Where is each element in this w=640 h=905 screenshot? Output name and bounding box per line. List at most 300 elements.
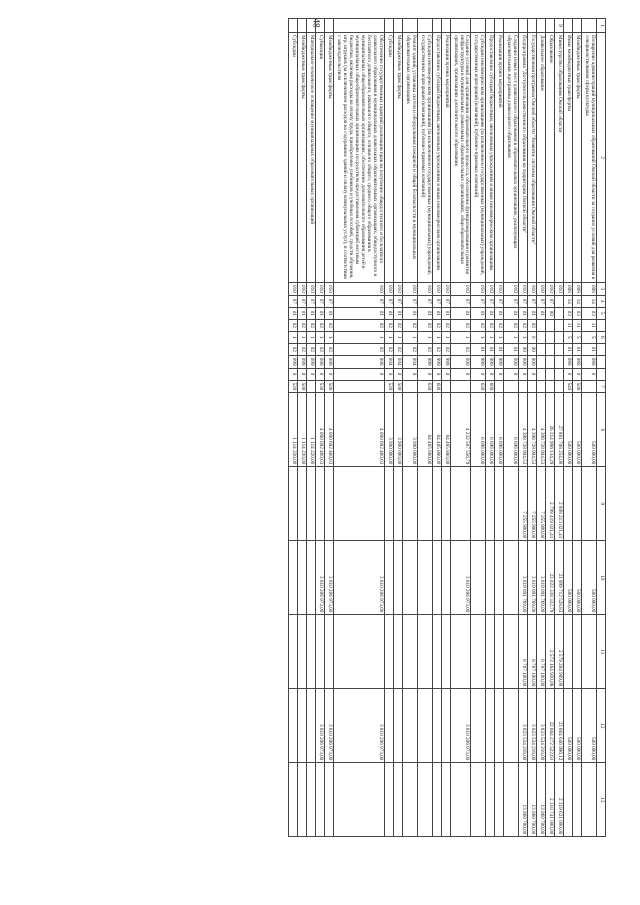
cell-s4: 999: [441, 355, 450, 368]
cell-v13: 2 310 741 000,00: [546, 763, 555, 837]
cell-v10: [384, 541, 393, 615]
cell-c4: 07: [393, 295, 402, 307]
cell-s2: 5: [582, 331, 597, 343]
cell-v12: [384, 689, 393, 763]
cell-v10: [393, 541, 402, 615]
cell-v11: [289, 615, 298, 689]
cell-c5: 01: [384, 307, 393, 319]
cell-v11: 8 707 100,00: [537, 615, 546, 689]
cell-c3: 008: [582, 283, 597, 296]
cell-v10: 3 819 091 769,00: [528, 541, 537, 615]
cell-v12: 23 664 646 996,12: [555, 689, 564, 763]
cell-c7: [402, 380, 417, 393]
cell-v8: 4 398 728 904,53: [528, 393, 537, 467]
cell-s3: 02: [298, 343, 307, 355]
cell-s2: 1: [402, 331, 417, 343]
cell-s1: 02: [334, 319, 385, 331]
cell-v9: [316, 467, 325, 541]
cell-v11: [441, 615, 450, 689]
cell-s5: 0: [307, 368, 316, 380]
cell-s5: [537, 368, 546, 380]
cell-s2: 1: [393, 331, 402, 343]
cell-c5: 01: [289, 307, 298, 319]
cell-v13: [504, 763, 519, 837]
cell-v12: 3 810 206 973,00: [325, 689, 334, 763]
cell-name: Субсидии: [289, 33, 298, 283]
cell-v12: [504, 689, 519, 763]
cell-s4: 008: [325, 355, 334, 368]
cell-n: [307, 19, 316, 33]
table-row: [528, 19, 537, 837]
cell-s1: 02: [504, 319, 519, 331]
cell-c4: 07: [325, 295, 334, 307]
table-row: [325, 19, 334, 837]
cell-v13: [298, 763, 307, 837]
cell-c7: [546, 380, 555, 393]
header-row: [597, 19, 606, 837]
cell-n: [450, 19, 471, 33]
cell-c4: 14: [582, 295, 597, 307]
cell-s4: 068: [564, 355, 573, 368]
cell-v10: 21 999 712 528,83: [555, 541, 564, 615]
cell-c5: 03: [573, 307, 582, 319]
cell-name: Поощрение администраций муниципальных образований Омской области за создание условий для развития и совершенствования сферы культуры: [582, 33, 597, 283]
cell-n: [573, 19, 582, 33]
cell-c4: 07: [537, 295, 546, 307]
cell-s5: 0: [582, 368, 597, 380]
cell-v13: [564, 763, 573, 837]
column-header: 9: [597, 467, 606, 541]
cell-n: [486, 19, 495, 33]
cell-v11: [393, 615, 402, 689]
cell-c4: 07: [546, 295, 555, 307]
cell-s1: 02: [384, 319, 393, 331]
cell-n: [504, 19, 519, 33]
cell-c7: [450, 380, 471, 393]
cell-c7: 500: [573, 380, 582, 393]
cell-c5: 01: [325, 307, 334, 319]
cell-v8: 4 080 692 460,63: [325, 393, 334, 467]
cell-v9: 2 799 419 021,41: [546, 467, 555, 541]
cell-s2: [537, 331, 546, 343]
cell-c4: 07: [289, 295, 298, 307]
table-body: [289, 19, 597, 837]
cell-v8: 6 696 000,00: [471, 393, 486, 467]
cell-name: Межбюджетные трансферты: [325, 33, 334, 283]
cell-s2: 1: [471, 331, 486, 343]
cell-v9: [504, 467, 519, 541]
cell-s4: 999: [486, 355, 495, 368]
table-row: [504, 19, 519, 837]
cell-v10: [504, 541, 519, 615]
cell-c5: 01: [393, 307, 402, 319]
cell-s1: 02: [519, 319, 528, 331]
cell-c7: 520: [289, 380, 298, 393]
cell-c5: 00: [546, 307, 555, 319]
cell-v11: [417, 615, 432, 689]
cell-s1: 02: [441, 319, 450, 331]
cell-c7: 600: [432, 380, 441, 393]
cell-c7: 630: [471, 380, 486, 393]
cell-c3: 010: [417, 283, 432, 296]
cell-c4: 07: [519, 295, 528, 307]
cell-s3: 02: [325, 343, 334, 355]
cell-v8: 500 000,00: [582, 393, 597, 467]
cell-name: Создание новых мест дошкольного образования в образовательных организациях, реализующих образовательные программы дошкольного образования: [504, 33, 519, 283]
cell-v13: [334, 763, 385, 837]
cell-s5: 0: [450, 368, 471, 380]
cell-c3: 010: [450, 283, 471, 296]
cell-v12: [432, 689, 441, 763]
cell-v12: 500 000,00: [564, 689, 573, 763]
cell-n: [528, 19, 537, 33]
cell-s3: 01: [564, 343, 573, 355]
cell-v10: 3 810 206 973,00: [316, 541, 325, 615]
cell-c5: 03: [564, 307, 573, 319]
page-number: 48: [311, 18, 322, 28]
cell-s5: [555, 368, 564, 380]
cell-s2: [546, 331, 555, 343]
cell-v13: 2 319 621 000,00: [555, 763, 564, 837]
cell-v12: 3 823 534 218,00: [528, 689, 537, 763]
cell-s4: 004: [384, 355, 393, 368]
cell-s4: 008: [316, 355, 325, 368]
cell-s2: 1: [325, 331, 334, 343]
cell-c7: [537, 380, 546, 393]
table-row: [298, 19, 307, 837]
cell-v13: [393, 763, 402, 837]
cell-v12: 22 684 272 522,61: [546, 689, 555, 763]
cell-c7: 500: [393, 380, 402, 393]
cell-c4: 07: [384, 295, 393, 307]
cell-v11: [450, 615, 471, 689]
cell-n: [564, 19, 573, 33]
cell-v8: 27 881 708 254,08: [555, 393, 564, 467]
column-header: 8: [597, 393, 606, 467]
column-header: 6: [597, 331, 606, 343]
cell-s5: 0: [316, 368, 325, 380]
cell-name: Ремонт зданий, установка систем и оборудования пожарной и общей безопасности в муниципальных образовательных организациях: [402, 33, 417, 283]
cell-s1: 02: [486, 319, 495, 331]
cell-c3: 010: [519, 283, 528, 296]
cell-c7: 500: [298, 380, 307, 393]
table-row: [564, 19, 573, 837]
table-row: [334, 19, 385, 837]
cell-v10: [417, 541, 432, 615]
cell-s3: 02: [417, 343, 432, 355]
cell-v10: [402, 541, 417, 615]
cell-s2: 1: [486, 331, 495, 343]
cell-v10: 3 810 206 973,00: [450, 541, 471, 615]
cell-v13: [307, 763, 316, 837]
cell-v11: 8 707 100,00: [528, 615, 537, 689]
cell-s2: 1: [519, 331, 528, 343]
column-header: 2: [597, 33, 606, 283]
cell-s4: 068: [582, 355, 597, 368]
cell-c3: 010: [546, 283, 555, 296]
cell-c3: 010: [471, 283, 486, 296]
cell-v8: 84 485 880,00: [417, 393, 432, 467]
cell-v8: 6 696 000,00: [486, 393, 495, 467]
column-header: 7: [597, 380, 606, 393]
table-row: [402, 19, 417, 837]
cell-s4: 000: [528, 355, 537, 368]
cell-s2: 0: [528, 331, 537, 343]
cell-s5: 0: [289, 368, 298, 380]
cell-s5: 0: [519, 368, 528, 380]
cell-s1: 02: [471, 319, 486, 331]
cell-s1: [537, 319, 546, 331]
cell-s5: 0: [384, 368, 393, 380]
cell-c7: [495, 380, 504, 393]
cell-s3: 02: [316, 343, 325, 355]
table-row: [417, 19, 432, 837]
cell-v13: 13 060 700,00: [519, 763, 528, 837]
cell-name: Реализация прочих мероприятий: [495, 33, 504, 283]
cell-s1: 02: [316, 319, 325, 331]
cell-v10: [298, 541, 307, 615]
cell-v10: [432, 541, 441, 615]
column-header: 1: [597, 19, 606, 33]
cell-v9: [432, 467, 441, 541]
cell-n: [289, 19, 298, 33]
cell-s3: [537, 343, 546, 355]
cell-name: Субсидии: [384, 33, 393, 283]
cell-v11: [316, 615, 325, 689]
cell-v8: 3 900 000,00: [393, 393, 402, 467]
cell-v12: 500 000,00: [573, 689, 582, 763]
cell-v9: 7 255 900,00: [528, 467, 537, 541]
cell-c4: 07: [334, 295, 385, 307]
cell-v10: [441, 541, 450, 615]
cell-c7: [582, 380, 597, 393]
table-row: [393, 19, 402, 837]
cell-v11: 8 707 100,00: [519, 615, 528, 689]
cell-s5: 0: [334, 368, 385, 380]
cell-s5: [546, 368, 555, 380]
cell-s4: 999: [471, 355, 486, 368]
cell-s2: 1: [441, 331, 450, 343]
cell-c4: 07: [495, 295, 504, 307]
table-row: [546, 19, 555, 837]
cell-c5: 01: [528, 307, 537, 319]
cell-c4: 07: [441, 295, 450, 307]
cell-s2: 5: [573, 331, 582, 343]
cell-v9: [417, 467, 432, 541]
cell-v8: 1 114 220,00: [289, 393, 298, 467]
cell-v8: 3 900 000,00: [402, 393, 417, 467]
cell-n: [325, 19, 334, 33]
cell-v10: 500 000,00: [564, 541, 573, 615]
cell-n: [402, 19, 417, 33]
cell-s3: 02: [334, 343, 385, 355]
cell-c5: 01: [307, 307, 316, 319]
cell-s3: 02: [384, 343, 393, 355]
cell-s5: 0: [298, 368, 307, 380]
cell-v11: [486, 615, 495, 689]
cell-s1: 02: [325, 319, 334, 331]
cell-c3: 010: [441, 283, 450, 296]
cell-v11: [582, 615, 597, 689]
cell-v11: [384, 615, 393, 689]
cell-v8: 4 080 692 460,63: [316, 393, 325, 467]
cell-c5: 01: [417, 307, 432, 319]
cell-n: [537, 19, 546, 33]
cell-name: Дошкольное образование: [537, 33, 546, 283]
cell-s2: 1: [334, 331, 385, 343]
cell-v13: [402, 763, 417, 837]
cell-v8: 26 214 996 134,29: [546, 393, 555, 467]
cell-v9: [486, 467, 495, 541]
cell-v9: [573, 467, 582, 541]
cell-c3: 010: [393, 283, 402, 296]
cell-name: Подпрограмма "Доступность качественного образования на территории Омской области": [519, 33, 528, 283]
cell-v8: 4 398 728 904,53: [519, 393, 528, 467]
cell-s1: 11: [564, 319, 573, 331]
cell-s3: 02: [450, 343, 471, 355]
cell-s1: 02: [417, 319, 432, 331]
cell-c4: 07: [528, 295, 537, 307]
cell-name: Субсидии некоммерческим организациям (за исключением государственных (муниципальных) учреждений, государственных корпораций (компаний), публично-правовых компаний): [471, 33, 486, 283]
cell-c5: 01: [298, 307, 307, 319]
cell-v13: [450, 763, 471, 837]
cell-name: Министерство образования Омской области: [555, 33, 564, 283]
cell-v12: 3 810 206 973,00: [316, 689, 325, 763]
column-header: 4: [597, 295, 606, 307]
cell-s5: 0: [417, 368, 432, 380]
cell-name: Иные межбюджетные трансферты: [564, 33, 573, 283]
budget-table: [288, 18, 606, 837]
cell-c3: 008: [564, 283, 573, 296]
cell-c4: 07: [504, 295, 519, 307]
cell-v12: [486, 689, 495, 763]
cell-v13: [582, 763, 597, 837]
cell-v12: 3 823 534 218,00: [519, 689, 528, 763]
cell-v9: [298, 467, 307, 541]
cell-s1: 02: [289, 319, 298, 331]
cell-c5: 01: [402, 307, 417, 319]
cell-s5: 0: [325, 368, 334, 380]
cell-v11: [573, 615, 582, 689]
cell-v13: [441, 763, 450, 837]
cell-v9: [325, 467, 334, 541]
cell-s1: 11: [573, 319, 582, 331]
cell-s2: 1: [504, 331, 519, 343]
cell-c7: 600: [486, 380, 495, 393]
cell-c3: 010: [298, 283, 307, 296]
cell-name: Реализация прочих мероприятий: [441, 33, 450, 283]
cell-s3: 01: [471, 343, 486, 355]
cell-c5: 01: [486, 307, 495, 319]
cell-c3: 010: [432, 283, 441, 296]
cell-c7: 540: [564, 380, 573, 393]
cell-c7: [555, 380, 564, 393]
cell-c3: 010: [528, 283, 537, 296]
table-row: [486, 19, 495, 837]
cell-v8: 1 114 220,00: [298, 393, 307, 467]
cell-s3: [546, 343, 555, 355]
cell-v12: [441, 689, 450, 763]
cell-c5: 01: [450, 307, 471, 319]
cell-v10: [471, 541, 486, 615]
column-header: 3: [597, 283, 606, 296]
cell-s5: 0: [528, 368, 537, 380]
cell-n: [546, 19, 555, 33]
cell-s2: 1: [417, 331, 432, 343]
table-row: [441, 19, 450, 837]
cell-v8: 500 000,00: [564, 393, 573, 467]
cell-s4: 008: [334, 355, 385, 368]
cell-v8: 4 398 728 904,53: [537, 393, 546, 467]
table-row: [555, 19, 564, 837]
cell-n: [393, 19, 402, 33]
cell-v13: 13 060 700,00: [528, 763, 537, 837]
cell-c5: 01: [519, 307, 528, 319]
cell-s5: 0: [471, 368, 486, 380]
cell-v12: 3 810 206 973,00: [334, 689, 385, 763]
cell-name: Субвенции: [316, 33, 325, 283]
cell-s2: 1: [384, 331, 393, 343]
cell-v9: 2 808 213 021,41: [555, 467, 564, 541]
cell-c3: 010: [486, 283, 495, 296]
cell-v8: 6 696 000,00: [495, 393, 504, 467]
cell-v11: [495, 615, 504, 689]
cell-n: [298, 19, 307, 33]
cell-v12: [471, 689, 486, 763]
cell-v10: [495, 541, 504, 615]
cell-c7: [504, 380, 519, 393]
cell-c5: 01: [495, 307, 504, 319]
cell-v9: [441, 467, 450, 541]
cell-s4: 099: [289, 355, 298, 368]
cell-s3: 02: [402, 343, 417, 355]
cell-name: Межбюджетные трансферты: [573, 33, 582, 283]
cell-s5: 0: [564, 368, 573, 380]
cell-c3: 010: [316, 283, 325, 296]
cell-v8: 6 696 000,00: [504, 393, 519, 467]
cell-v12: [417, 689, 432, 763]
cell-v10: [486, 541, 495, 615]
cell-v12: [289, 689, 298, 763]
table-row: [450, 19, 471, 837]
cell-s5: 0: [432, 368, 441, 380]
cell-s2: 5: [564, 331, 573, 343]
column-header: 13: [597, 763, 606, 837]
cell-s2: 1: [298, 331, 307, 343]
cell-v9: [393, 467, 402, 541]
cell-name: Субсидии некоммерческим организациям (за исключением государственных (муниципальных) учреждений, государственных корпораций (компаний), публично-правовых компаний): [417, 33, 432, 283]
cell-s4: 004: [402, 355, 417, 368]
cell-s2: 1: [289, 331, 298, 343]
cell-v9: 7 255 900,00: [537, 467, 546, 541]
cell-s4: [537, 355, 546, 368]
cell-n: [441, 19, 450, 33]
cell-v8: 84 485 880,00: [432, 393, 441, 467]
cell-v11: 2 579 284 909,08: [555, 615, 564, 689]
table-row: [307, 19, 316, 837]
cell-s1: [555, 319, 564, 331]
column-header: [597, 319, 606, 331]
cell-s2: 1: [307, 331, 316, 343]
column-header: 10: [597, 541, 606, 615]
cell-v11: [402, 615, 417, 689]
cell-c7: [307, 380, 316, 393]
cell-c3: 010: [307, 283, 316, 296]
cell-s3: 01: [573, 343, 582, 355]
cell-v12: [402, 689, 417, 763]
cell-c5: 01: [432, 307, 441, 319]
cell-s2: 1: [450, 331, 471, 343]
